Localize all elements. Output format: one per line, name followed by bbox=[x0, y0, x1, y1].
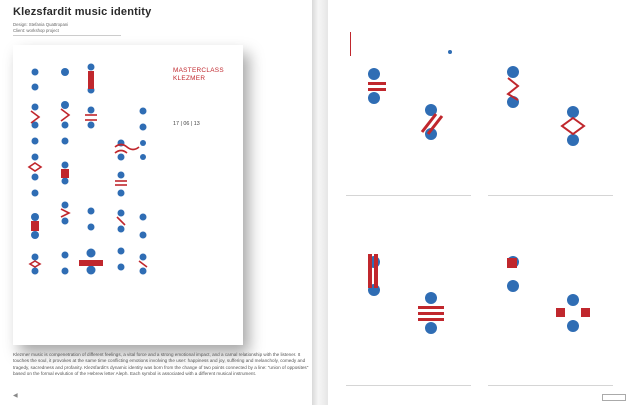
poster-headline bbox=[173, 67, 224, 83]
poster bbox=[13, 45, 243, 345]
right-page bbox=[328, 0, 640, 405]
design-credit: Design: Stefania Quattropani bbox=[13, 22, 69, 27]
card-divider bbox=[346, 385, 471, 386]
poster-symbols bbox=[13, 45, 243, 345]
poster-headline-line1: MASTERCLASS bbox=[173, 67, 224, 74]
spine bbox=[312, 0, 328, 405]
card-2 bbox=[488, 22, 613, 182]
page-marker bbox=[602, 394, 626, 401]
title-rule bbox=[13, 35, 121, 36]
card-4 bbox=[488, 210, 613, 370]
card-1-symbols bbox=[346, 22, 471, 182]
client-credit: Client: workshop project bbox=[13, 28, 59, 33]
poster-date: 17 | 06 | 13 bbox=[173, 121, 200, 127]
card-divider bbox=[488, 195, 613, 196]
card-3-symbols bbox=[346, 210, 471, 370]
poster-headline-line2: KLEZMER bbox=[173, 75, 206, 82]
card-3 bbox=[346, 210, 471, 370]
left-page bbox=[0, 0, 312, 405]
card-divider bbox=[488, 385, 613, 386]
article-title: Klezsfardit music identity bbox=[13, 6, 152, 18]
prev-page-icon: ◀ bbox=[13, 393, 18, 399]
card-4-symbols bbox=[488, 210, 613, 370]
card-1 bbox=[346, 22, 471, 182]
card-divider bbox=[346, 195, 471, 196]
card-2-symbols bbox=[488, 22, 613, 182]
article-body: Klezmer music is compenetration of different feelings, a vital force and a strong emotional impact, and a carnal relationship with the listener. It touches the soul, it provokes at the same time conflicting emotions involving the user: happiness and joy, suffering and melancholy, comedy and tragedy, sacredness and profanity. Klezsfardit's dynamic identity was born from the change of two points connected by a line: "union of opposites" based on the formal evolution of the Hebrew letter Aleph. Each symbol is associated with a different musical instrument. bbox=[13, 352, 309, 376]
